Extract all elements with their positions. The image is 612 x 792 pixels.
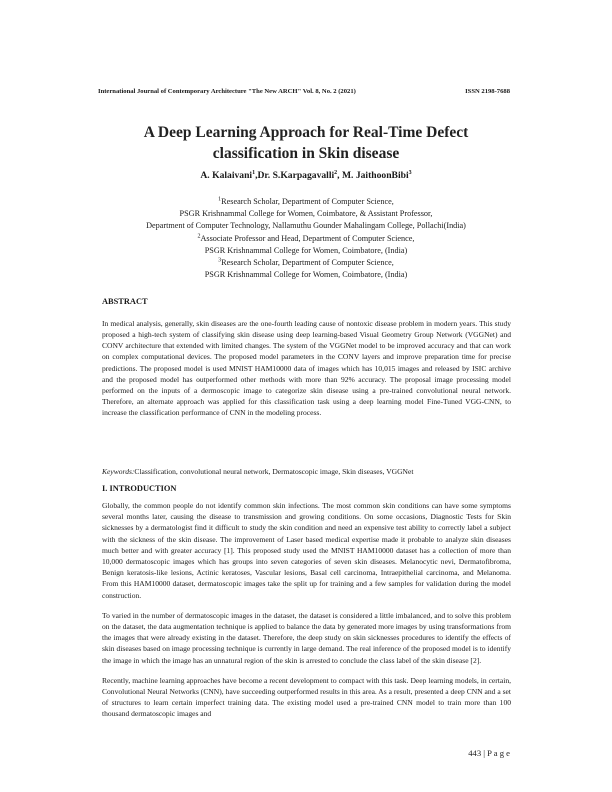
author-1-sup: 1: [252, 169, 256, 176]
author-2: ,Dr. S.Karpagavalli: [255, 170, 335, 181]
affiliation-line: $^2$Associate Professor and Head, Department of Computer Science,: [197, 232, 415, 243]
intro-paragraph-2: To varied in the number of dermatoscopic images in the dataset, the dataset is considered a little imbalanced, and to solve this problem on the dataset, the data augmentation technique is applied to balance the data by generated more images by using transformations from the images that were already existing in the dataset. Therefore, the deep study on skin sicknesses procedures to identify the effects of skin diseases based on image processing technique is currently in large demand. The real inference of the proposed model is to identify the image in which the image has an unnatural region of the skin is arrested to conclude the class label of the skin disease [2].: [102, 610, 511, 665]
author-list: [60, 170, 552, 181]
affil-sup-3: 3: [218, 257, 222, 264]
intro-paragraph-1: Globally, the common people do not identify common skin infections. The most common skin conditions can have some symptoms several months later, causing the disease to transmission and growing conditions. On some occasions, Diagnostic Tests for Skin sicknesses by a dermatologist find it difficult to study the skin condition and need an expensive test ability to correctly label a subject with the sickness of the skin disease. The improvement of Laser based medical expertise made it probable to analyze skin diseases much better and with greater accuracy [1]. This proposed study used the MNIST HAM10000 dataset has a collection of more than 10,000 dermatoscopic images which has groups into seven categories of seven skin diseases. Melanocytic nevi, Dermatofibroma, Benign keratosis-like lesions, Actinic keratoses, Vascular lesions, Basal cell carcinoma, Intraepithelial carcinoma, and Melanoma. From this HAM10000 dataset, dermatoscopic images take the split up for training and a few samples for validation during the model construction.: [102, 501, 511, 600]
intro-paragraph-3: Recently, machine learning approaches have become a recent development to compact with this task. Deep learning models, in certain, Convolutional Neural Networks (CNN), have succeeding outperformed results in this area. As a result, presented a deep CNN and a set of structures to learn certain imperfect training data. The existing model used a pre-trained CNN model to train more than 100 thousand dermatoscopic images and: [102, 675, 511, 719]
affiliations: [60, 196, 552, 281]
keywords-text: Classification, convolutional neural network, Dermatoscopic image, Skin diseases, VGGNet: [134, 467, 414, 476]
abstract-body: In medical analysis, generally, skin diseases are the one-fourth leading cause of nontoxic disease problem in modern years. This study proposed a high-tech system of classifying skin disease using deep learning-based Visual Geometry Group Network (VGGNet) and CONV architecture that extended with limited changes. The system of the VGGNet model to be improved accuracy and that can work on complex computational devices. The proposed model parameters in the CONV layers and improve preparation time for precise predictions. The proposed model is used MNIST HAM10000 data of images which has 10,015 images and released by ISIC archive and the proposed model has outperformed other methods with more than 92% accuracy. The proposal image processing model performed on the inputs of a dermoscopic image to categorize skin disease using a pre-trained convolutional neural network. Therefore, an alternate approach was applied for this classification task using a deep learning model Fine-Tuned VGG-CNN, to increase the classification performance of CNN in the modeling process.: [102, 319, 511, 418]
author-1: A. Kalaivani: [200, 170, 253, 181]
author-3: , M. JaithoonBibi: [337, 170, 409, 181]
paper-title: [60, 122, 552, 164]
affiliation-line: PSGR Krishnammal College for Women, Coimbatore, (India): [204, 270, 408, 280]
title-line-1: A Deep Learning Approach for Real-Time Defect: [143, 124, 469, 141]
journal-header: [98, 88, 510, 95]
author-3-sup: 3: [408, 169, 412, 176]
title-line-2: classification in Skin disease: [212, 145, 400, 162]
journal-name: International Journal of Contemporary Architecture "The New ARCH" Vol. 8, No. 2 (2021): [98, 88, 356, 95]
affiliation-line: PSGR Krishnammal College for Women, Coimbatore, & Assistant Professor,: [179, 209, 433, 219]
introduction-body: [102, 500, 511, 729]
keywords: [102, 467, 511, 476]
affiliation-line: Department of Computer Technology, Nallamuthu Gounder Mahalingam College, Pollachi(India): [146, 221, 466, 231]
affiliation-line: PSGR Krishnammal College for Women, Coimbatore, (India): [204, 245, 408, 255]
introduction-heading: I. INTRODUCTION: [102, 484, 177, 493]
affiliation-line: $^3$Research Scholar, Department of Computer Science,: [218, 257, 394, 268]
affiliation-line: $^1$Research Scholar, Department of Computer Science,: [218, 196, 394, 206]
page-number: 443 | P a g e: [468, 748, 510, 758]
abstract-heading: ABSTRACT: [102, 297, 148, 306]
issn: ISSN 2198-7688: [465, 88, 510, 95]
author-2-sup: 2: [334, 169, 338, 176]
affil-sup-1: 1: [218, 196, 222, 203]
keywords-label: Keywords:: [102, 467, 135, 476]
affil-sup-2: 2: [197, 232, 201, 239]
